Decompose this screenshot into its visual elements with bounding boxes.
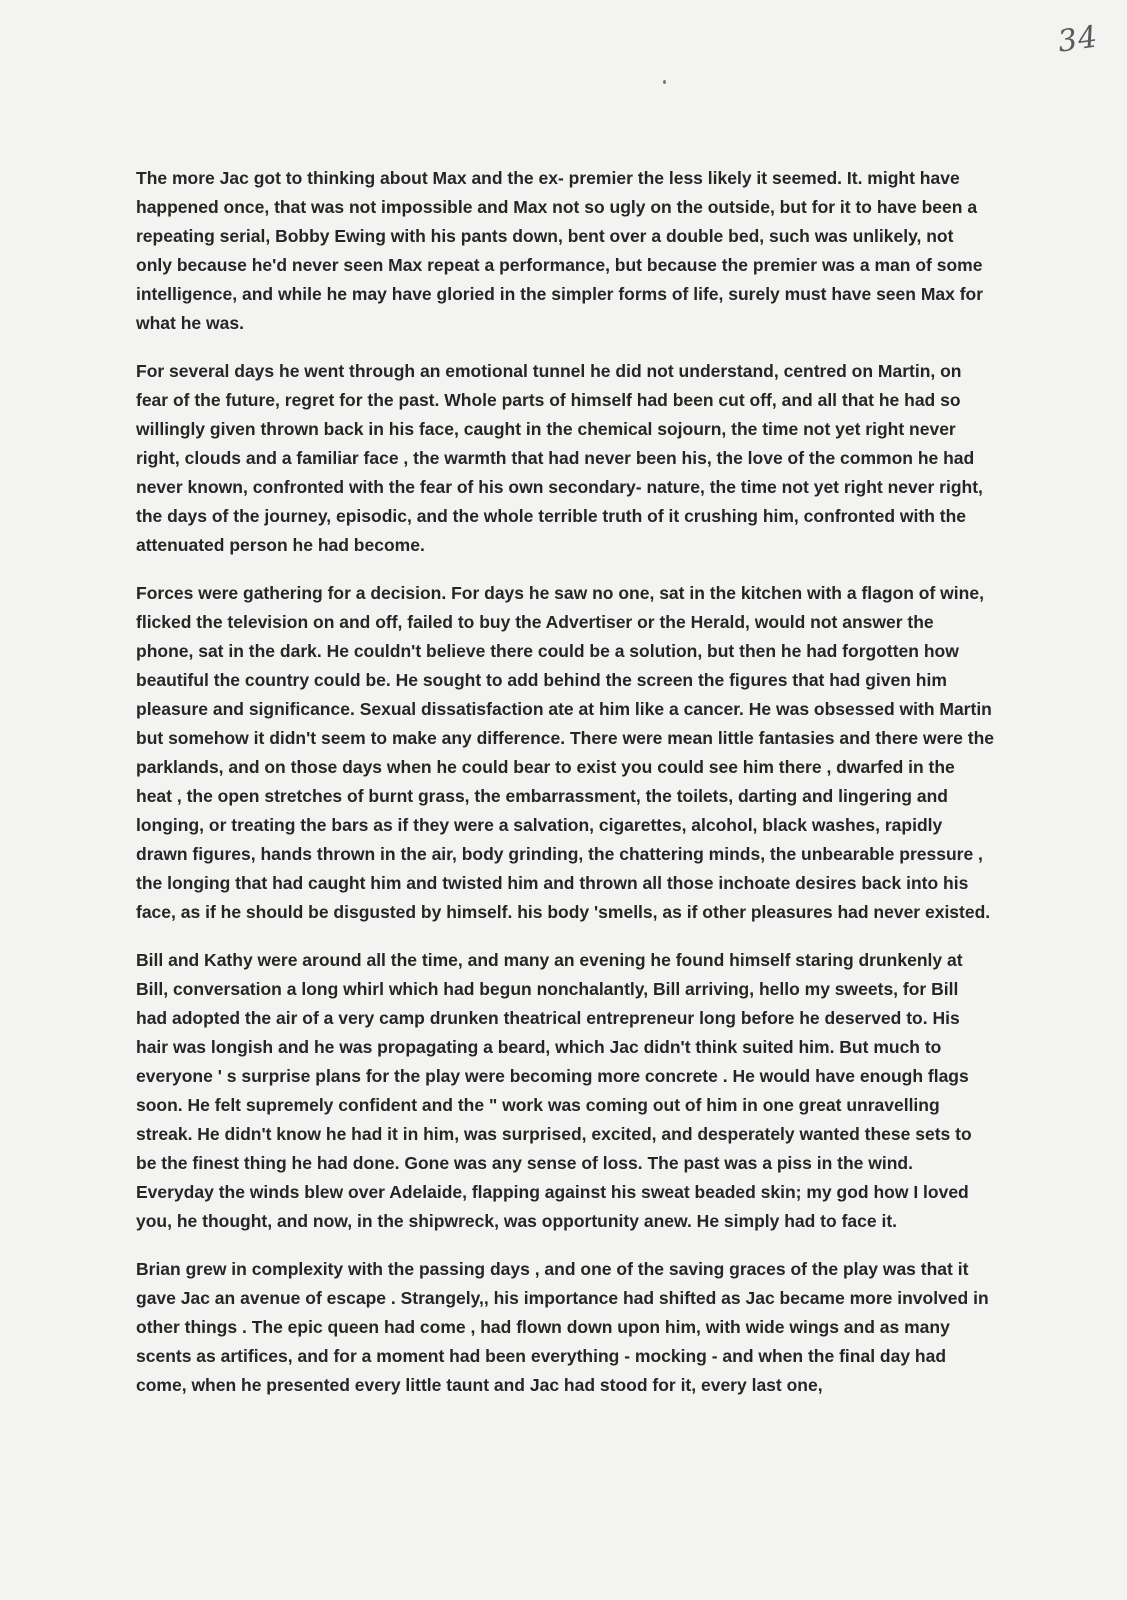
scan-speck	[663, 80, 666, 84]
handwritten-page-number: 34	[1055, 19, 1101, 60]
paragraph-4: Bill and Kathy were around all the time, and many an evening he found himself staring drunkenly at Bill, conversation a long whirl which had begun nonchalantly, Bill arriving, hello my sweets, for Bill had adopted the air of a very camp drunken theatrical entrepreneur long before he deserved to. His hair was longish and he was propagating a beard, which Jac didn't think suited him. But much to everyone ' s surprise plans for the play were becoming more concrete . He would have enough flags soon. He felt supremely confident and the " work was coming out of him in one great unravelling streak. He didn't know he had it in him, was surprised, excited, and desperately wanted these sets to be the finest thing he had done. Gone was any sense of loss. The past was a piss in the wind. Everyday the winds blew over Adelaide, flapping against his sweat beaded skin; my god how I loved you, he thought, and now, in the shipwreck, was opportunity anew. He simply had to face it.	[136, 950, 972, 1231]
body-text	[136, 164, 994, 1419]
paragraph-5: Brian grew in complexity with the passing days , and one of the saving graces of the play was that it gave Jac an avenue of escape . Strangely,, his importance had shifted as Jac became more involved in other things . The epic queen had come , had flown down upon him, with wide wings and as many scents as artifices, and for a moment had been everything - mocking - and when the final day had come, when he presented every little taunt and Jac had stood for it, every last one,	[136, 1259, 989, 1395]
paragraph-3: Forces were gathering for a decision. For days he saw no one, sat in the kitchen with a flagon of wine, flicked the television on and off, failed to buy the Advertiser or the Herald, would not answer the phone, sat in the dark. He couldn't believe there could be a solution, but then he had forgotten how beautiful the country could be. He sought to add behind the screen the figures that had given him pleasure and significance. Sexual dissatisfaction ate at him like a cancer. He was obsessed with Martin but somehow it didn't seem to make any difference. There were mean little fantasies and there were the parklands, and on those days when he could bear to exist you could see him there , dwarfed in the heat , the open stretches of burnt grass, the embarrassment, the toilets, darting and lingering and longing, or treating the bars as if they were a salvation, cigarettes, alcohol, black washes, rapidly drawn figures, hands thrown in the air, body grinding, the chattering minds, the unbearable pressure , the longing that had caught him and twisted him and thrown all those inchoate desires back into his face, as if he should be disgusted by himself. his body 'smells, as if other pleasures had never existed.	[136, 583, 995, 922]
paragraph-2: For several days he went through an emotional tunnel he did not understand, centred on Martin, on fear of the future, regret for the past. Whole parts of himself had been cut off, and all that he had so willingly given thrown back in his face, caught in the chemical sojourn, the time not yet right never right, clouds and a familiar face , the warmth that had never been his, the love of the common he had never known, confronted with the fear of his own secondary- nature, the time not yet right never right, the days of the journey, episodic, and the whole terrible truth of it crushing him, confronted with the attenuated person he had become.	[136, 361, 983, 555]
paragraph-1: The more Jac got to thinking about Max and the ex- premier the less likely it seemed. It. might have happened once, that was not impossible and Max not so ugly on the outside, but for it to have been a repeating serial, Bobby Ewing with his pants down, bent over a double bed, such was unlikely, not only because he'd never seen Max repeat a performance, but because the premier was a man of some intelligence, and while he may have gloried in the simpler forms of life, surely must have seen Max for what he was.	[136, 168, 984, 333]
